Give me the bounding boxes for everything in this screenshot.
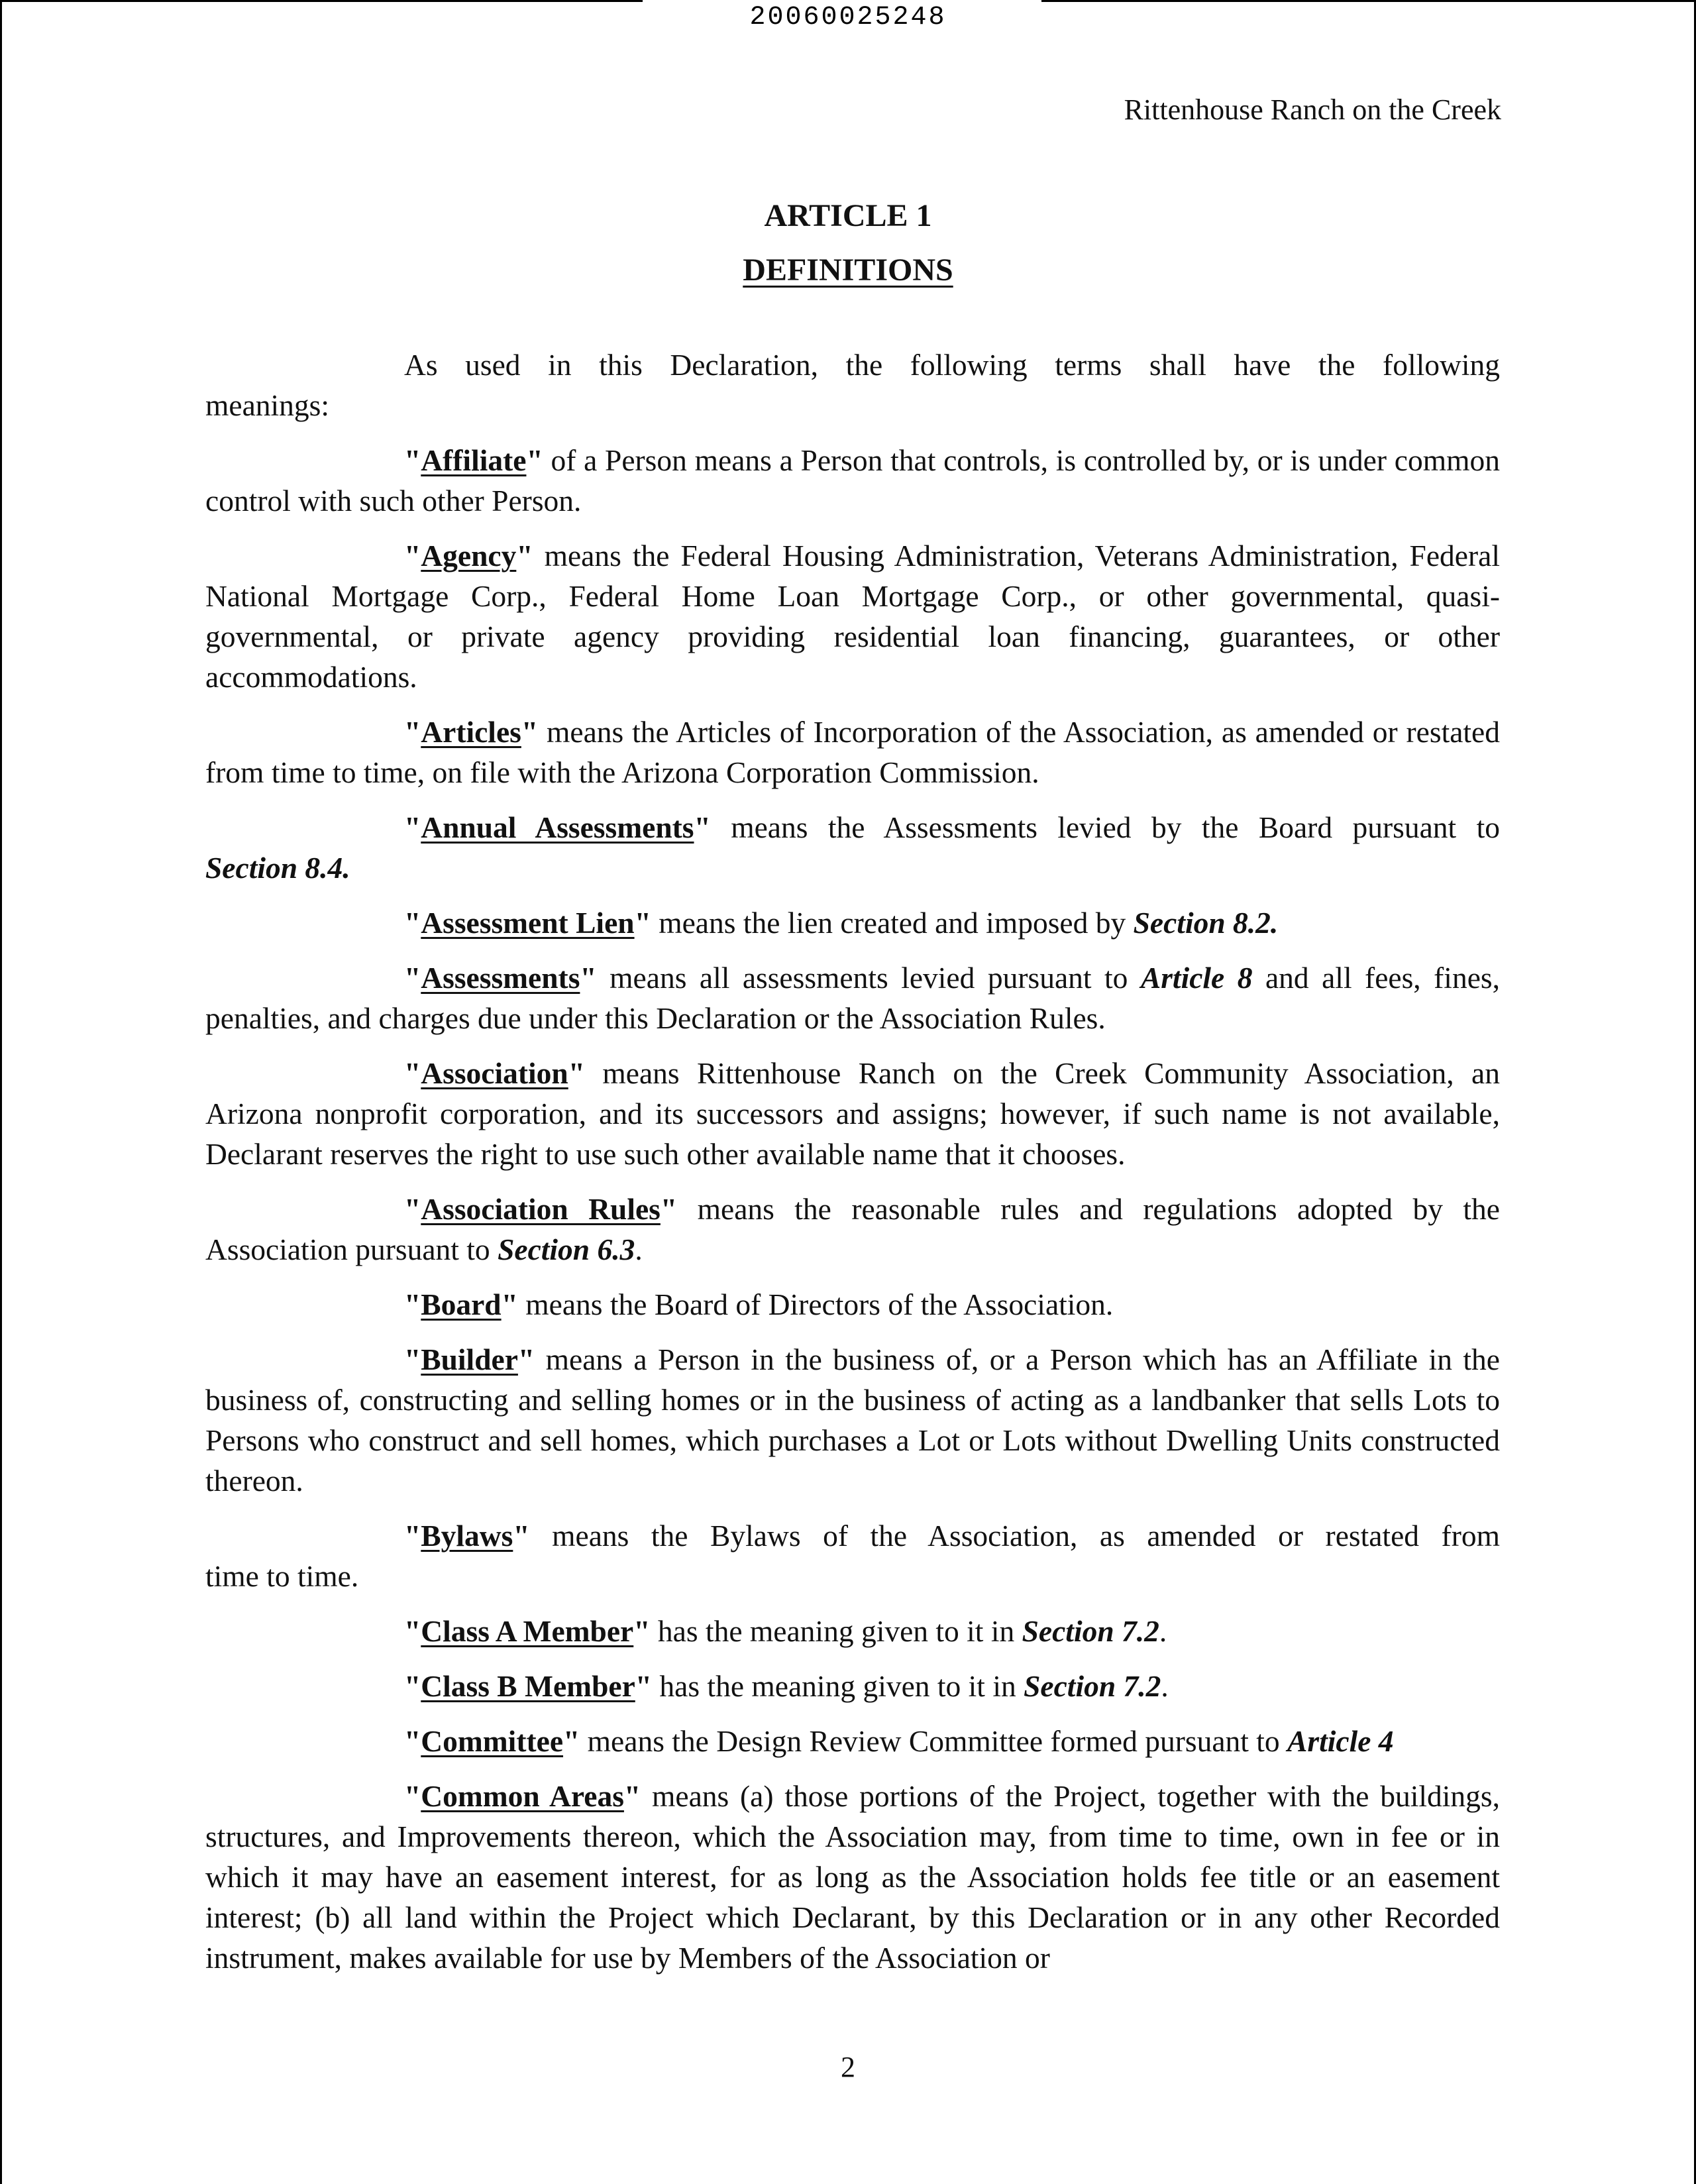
definition-assessments: "Assessments" means all assessments levied pursuant to Article 8 and all fees, fines, penalties, and charges due under this Declaration or the Association Rules.: [205, 961, 1500, 1035]
term-agency: Agency: [421, 539, 517, 573]
section-reference: Section 6.3: [498, 1232, 635, 1266]
definition-association: "Association" means Rittenhouse Ranch on the Creek Community Association, an Arizona nonprofit corporation, and its successors and assigns; however, if such name is not available, Declarant reserves the right to use such other available name that it chooses.: [205, 1056, 1500, 1171]
definition-text: means the Federal Housing Administration, Veterans Administration, Federal National Mortgage Corp., Federal Home Loan Mortgage Corp., or other governmental, quasi-governmental, or private agency providing residential loan financing, guarantees, or other accommodations.: [205, 539, 1500, 694]
definition-text: and all fees, fines, penalties, and charges due under this Declaration or the Association Rules.: [205, 961, 1500, 1035]
document-body: [205, 345, 1500, 1993]
definition-text: .: [635, 1232, 643, 1266]
definition-text: means Rittenhouse Ranch on the Creek Community Association, an Arizona nonprofit corporation, and its successors and assigns; however, if such name is not available, Declarant reserves the right to use such other available name that it chooses.: [205, 1056, 1500, 1171]
page-number: 2: [841, 2051, 855, 2083]
recording-number: 20060025248: [749, 3, 947, 32]
term-articles: Articles: [421, 715, 521, 749]
definition-text: .: [1159, 1614, 1167, 1648]
term-class-a-member: Class A Member: [421, 1614, 634, 1648]
definition-text: .: [1270, 906, 1279, 940]
definition-class-b-member: "Class B Member" has the meaning given to it in Section 7.2.: [404, 1669, 1169, 1703]
definition-text: has the meaning given to it in: [650, 1614, 1022, 1648]
article-title: ARTICLE 1: [764, 198, 932, 233]
term-annual-assessments: Annual Assessments: [421, 810, 694, 844]
term-assessments: Assessments: [421, 961, 580, 995]
definition-affiliate: "Affiliate" of a Person means a Person that controls, is controlled by, or is under common control with such other Person.: [205, 443, 1500, 518]
term-committee: Committee: [421, 1724, 564, 1758]
running-header: Rittenhouse Ranch on the Creek: [1124, 93, 1501, 126]
term-affiliate: Affiliate: [421, 443, 527, 477]
definition-text: means the Design Review Committee formed pursuant to: [580, 1724, 1288, 1758]
article-reference: Article 8: [1140, 961, 1253, 995]
definition-text: .: [1161, 1669, 1169, 1703]
definition-class-a-member: "Class A Member" has the meaning given to it in Section 7.2.: [404, 1614, 1167, 1648]
term-builder: Builder: [421, 1342, 518, 1376]
definition-text: means the Articles of Incorporation of the Association, as amended or restated from time to time, on file with the Arizona Corporation Commission.: [205, 715, 1500, 789]
definition-text: means a Person in the business of, or a Person which has an Affiliate in the business of, constructing and selling homes or in the business of acting as a landbanker that sells Lots to Persons who construct and sell homes, which purchases a Lot or Lots without Dwelling Units constructed thereon.: [205, 1342, 1500, 1498]
definition-articles: "Articles" means the Articles of Incorporation of the Association, as amended or restated from time to time, on file with the Arizona Corporation Commission.: [205, 715, 1500, 789]
definition-assessment-lien: "Assessment Lien" means the lien created and imposed by Section 8.2.: [404, 906, 1279, 940]
definition-text: .: [343, 851, 350, 885]
definition-text: has the meaning given to it in: [652, 1669, 1024, 1703]
term-board: Board: [421, 1287, 502, 1321]
section-reference: Section 7.2: [1024, 1669, 1161, 1703]
term-bylaws: Bylaws: [421, 1519, 513, 1553]
intro-paragraph: [205, 345, 1500, 425]
definition-text: means the reasonable rules and regulations adopted by the Association pursuant to: [205, 1192, 1500, 1266]
section-heading: DEFINITIONS: [743, 252, 953, 288]
definition-tail: time to time.: [205, 1559, 359, 1593]
term-assessment-lien: Assessment Lien: [421, 906, 635, 940]
definition-association-rules: "Association Rules" means the reasonable rules and regulations adopted by the Association pursuant to Section 6.3.: [205, 1192, 1500, 1266]
section-reference: Section 8.4: [205, 851, 343, 885]
section-reference: Section 7.2: [1022, 1614, 1159, 1648]
term-association: Association: [421, 1056, 568, 1090]
term-association-rules: Association Rules: [421, 1192, 661, 1226]
intro-tail: meanings:: [205, 388, 330, 422]
definition-text: means the Board of Directors of the Association.: [517, 1287, 1114, 1321]
definition-text: of a Person means a Person that controls, is controlled by, or is under common control with such other Person.: [205, 443, 1500, 518]
definition-text: means all assessments levied pursuant to: [596, 961, 1141, 995]
definition-text: means the Assessments levied by the Board pursuant to: [710, 810, 1501, 844]
term-class-b-member: Class B Member: [421, 1669, 635, 1703]
definition-common-areas: "Common Areas" means (a) those portions of the Project, together with the buildings, structures, and Improvements thereon, which the Association may, from time to time, own in fee or in which it may have an easement interest, for as long as the Association holds fee title or an easement interest; (b) all land within the Project which Declarant, by this Declaration or in any other Recorded instrument, makes available for use by Members of the Association or: [205, 1779, 1500, 1975]
definition-committee: "Committee" means the Design Review Committee formed pursuant to Article 4: [404, 1724, 1394, 1758]
definition-bylaws: "Bylaws" means the Bylaws of the Association, as amended or restated from time to time.: [205, 1515, 1500, 1596]
term-common-areas: Common Areas: [421, 1779, 624, 1813]
definition-board: "Board" means the Board of Directors of the Association.: [404, 1287, 1114, 1321]
scan-edge-left: [0, 0, 2, 2184]
intro-line: As used in this Declaration, the following terms shall have the following: [404, 348, 1500, 382]
definition-builder: "Builder" means a Person in the business of, or a Person which has an Affiliate in the business of, constructing and selling homes or in the business of acting as a landbanker that sells Lots to Persons who construct and sell homes, which purchases a Lot or Lots without Dwelling Units constructed thereon.: [205, 1342, 1500, 1498]
definition-agency: "Agency" means the Federal Housing Administration, Veterans Administration, Federal National Mortgage Corp., Federal Home Loan Mortgage Corp., or other governmental, quasi-governmental, or private agency providing residential loan financing, guarantees, or other accommodations.: [205, 539, 1500, 694]
definition-annual-assessments: "Annual Assessments" means the Assessments levied by the Board pursuant to Section 8.4.: [205, 810, 1501, 885]
section-reference: Section 8.2: [1133, 906, 1271, 940]
article-reference: Article 4: [1287, 1724, 1394, 1758]
definition-text: means the Bylaws of the Association, as amended or restated from: [529, 1519, 1500, 1553]
definition-text: means the lien created and imposed by: [651, 906, 1134, 940]
definition-text: means (a) those portions of the Project, together with the buildings, structures, and Improvements thereon, which the Association may, from time to time, own in fee or in which it may have an easement interest, for as long as the Association holds fee title or an easement interest; (b) all land within the Project which Declarant, by this Declaration or in any other Recorded instrument, makes available for use by Members of the Association or: [205, 1779, 1500, 1975]
